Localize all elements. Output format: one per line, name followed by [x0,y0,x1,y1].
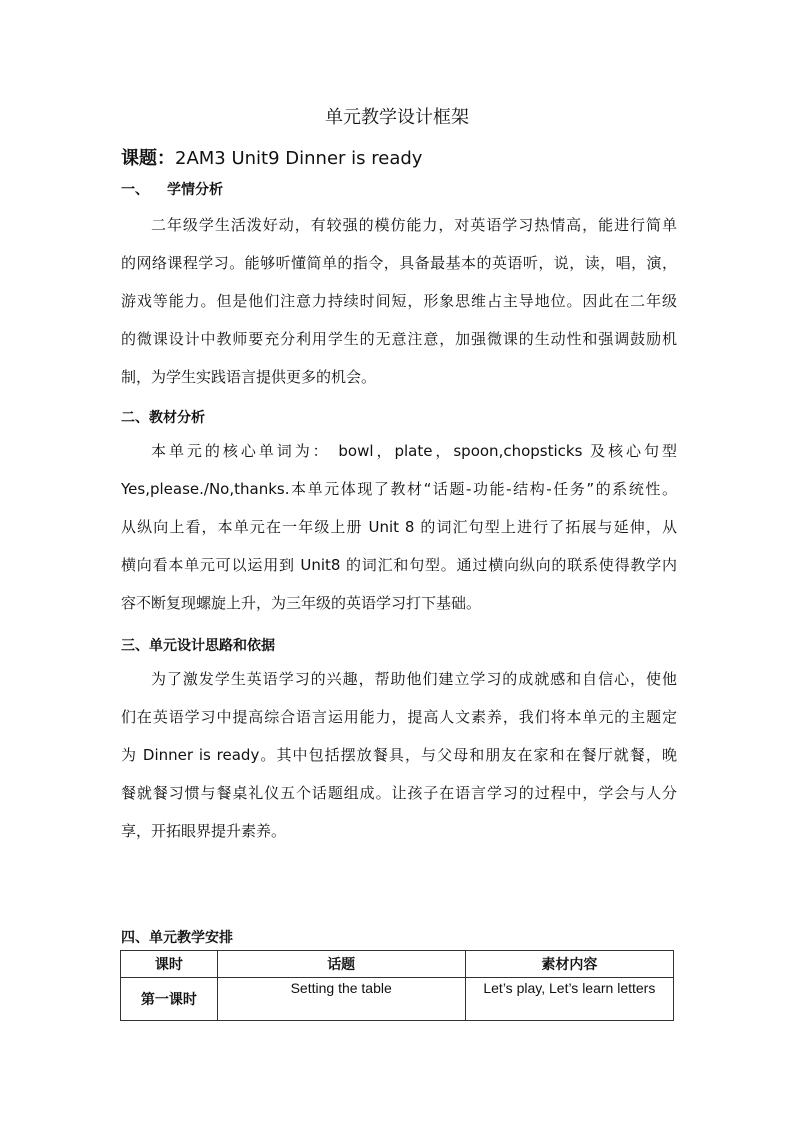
section-1-line: 二年级学生活泼好动，有较强的模仿能力，对英语学习热情高，能进行简单 [151,216,677,234]
section-4-title: 单元教学安排 [149,930,233,946]
section-4-number: 四、 [121,930,149,946]
section-1-heading [121,180,223,200]
section-3-line: 享，开拓眼界提升素养。 [121,822,287,840]
section-2-line: 容不断复现螺旋上升，为三年级的英语学习打下基础。 [121,594,482,612]
section-1-body [121,206,677,396]
section-2-line: 从纵向上看，本单元在一年级上册 Unit 8 的词汇句型上进行了拓展与延伸，从 [121,518,677,536]
table-cell: Setting the table [217,978,465,1021]
section-3-heading [121,636,275,656]
section-3-line: 餐就餐习惯与餐桌礼仪五个话题组成。让孩子在语言学习的过程中，学会与人分 [121,784,677,802]
section-1-number: 一、 [121,182,149,198]
section-2-title: 教材分析 [149,410,205,426]
section-1-line: 游戏等能力。但是他们注意力持续时间短，形象思维占主导地位。因此在二年级 [121,292,677,310]
lesson-label: 课题： [121,148,175,169]
section-2-heading [121,408,205,428]
section-2-line: 横向看本单元可以运用到 Unit8 的词汇和句型。通过横向纵向的联系使得教学内 [121,556,677,574]
section-1-line: 的网络课程学习。能够听懂简单的指令，具备最基本的英语听，说，读，唱，演， [121,254,677,272]
section-2-body [121,432,677,622]
section-4-heading [121,928,233,948]
table-header-cell: 课时 [121,951,218,978]
lesson-value: 2AM3 Unit9 Dinner is ready [175,148,423,169]
section-3-line: 们在英语学习中提高综合语言运用能力，提高人文素养，我们将本单元的主题定 [121,708,677,726]
lesson-plan-table [120,950,674,1021]
table-header-cell: 话题 [217,951,465,978]
lesson-title [121,146,422,172]
section-3-number: 三、 [121,638,149,654]
section-3-line: 为 Dinner is ready。其中包括摆放餐具，与父母和朋友在家和在餐厅就餐，晚 [121,746,677,764]
table-header-cell: 素材内容 [465,951,673,978]
document-title: 单元教学设计框架 [325,107,469,128]
section-3-title: 单元设计思路和依据 [149,638,275,654]
section-1-line: 的微课设计中教师要充分利用学生的无意注意，加强微课的生动性和强调鼓励机 [121,330,677,348]
table-row [121,978,674,1021]
table-header-row [121,951,674,978]
section-2-line: Yes,please./No,thanks.本单元体现了教材“话题-功能-结构-任务”的系统性。 [121,480,677,498]
section-1-title: 学情分析 [167,182,223,198]
section-3-body [121,660,677,850]
table-cell: Let’s play, Let’s learn letters [465,978,673,1021]
table-cell: 第一课时 [121,978,218,1021]
section-2-number: 二、 [121,410,149,426]
section-2-line: 本单元的核心单词为： bowl，plate，spoon,chopsticks 及核心句型 [151,442,677,460]
section-3-line: 为了激发学生英语学习的兴趣，帮助他们建立学习的成就感和自信心，使他 [151,670,677,688]
section-1-line: 制，为学生实践语言提供更多的机会。 [121,368,377,386]
